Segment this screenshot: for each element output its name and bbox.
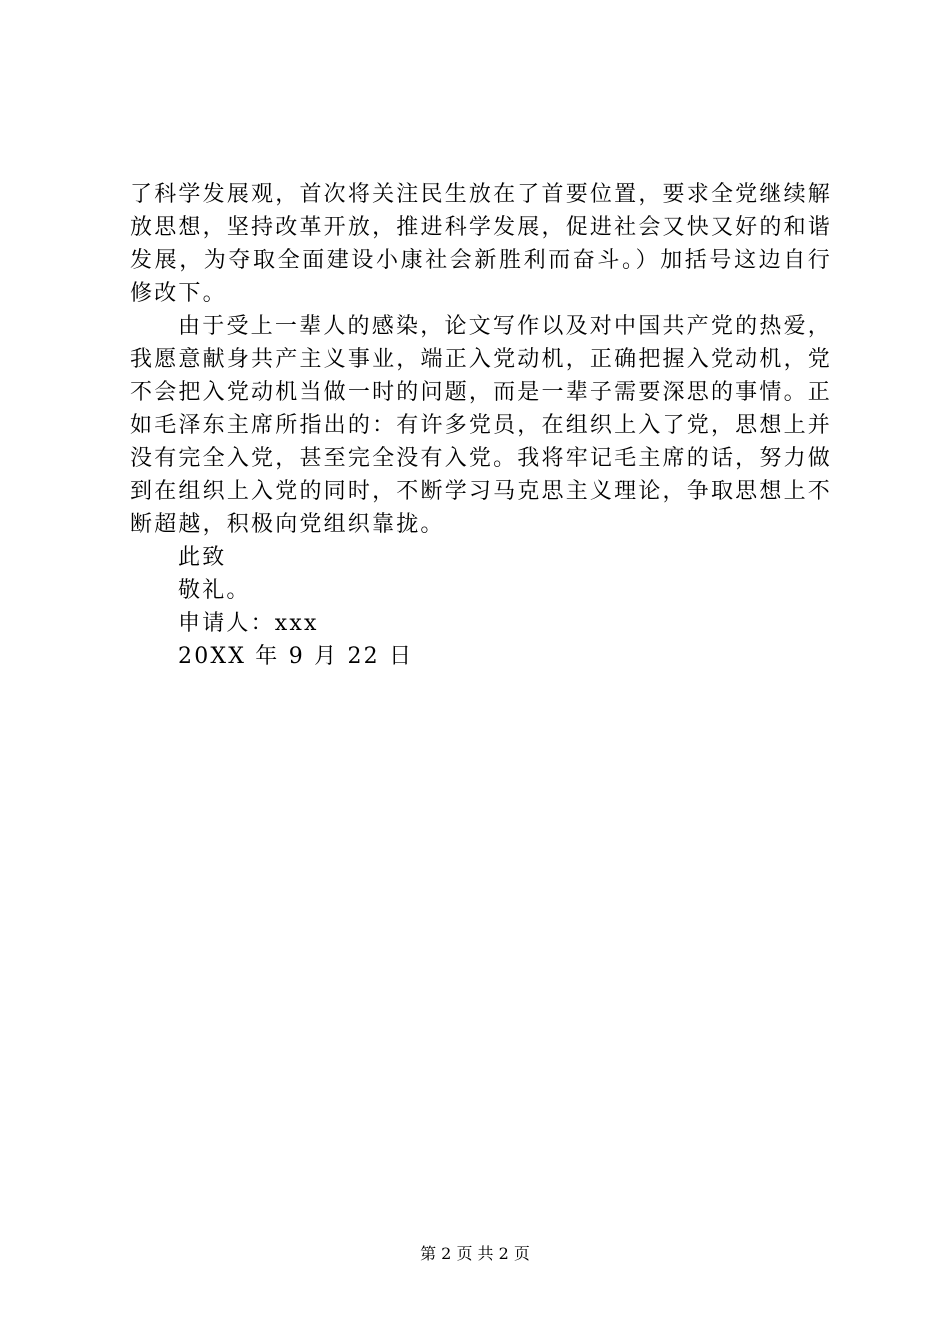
applicant-signature: 申请人：xxx (178, 611, 319, 636)
closing-regards: 敬礼。 (178, 578, 251, 603)
signature-date: 20XX 年 9 月 22 日 (178, 644, 414, 669)
page-footer (0, 1244, 950, 1264)
closing-salutation: 此致 (178, 545, 227, 570)
document-body (130, 178, 832, 673)
page-number-label: 第 2 页 共 2 页 (420, 1244, 530, 1263)
paragraph-motivation: 由于受上一辈人的感染，论文写作以及对中国共产党的热爱，我愿意献身共产主义事业，端正入党动机，正确把握入党动机，党不会把入党动机当做一时的问题，而是一辈子需要深思的事情。正如毛泽东主席所指出的：有许多党员，在组织上入了党，思想上并没有完全入党，甚至完全没有入党。我将牢记毛主席的话，努力做到在组织上入党的同时，不断学习马克思主义理论，争取思想上不断超越，积极向党组织靠拢。 (130, 314, 832, 537)
paragraph-continuation: 了科学发展观，首次将关注民生放在了首要位置，要求全党继续解放思想，坚持改革开放，推进科学发展，促进社会又快又好的和谐发展，为夺取全面建设小康社会新胜利而奋斗。）加括号这边自行修改下。 (130, 182, 832, 306)
